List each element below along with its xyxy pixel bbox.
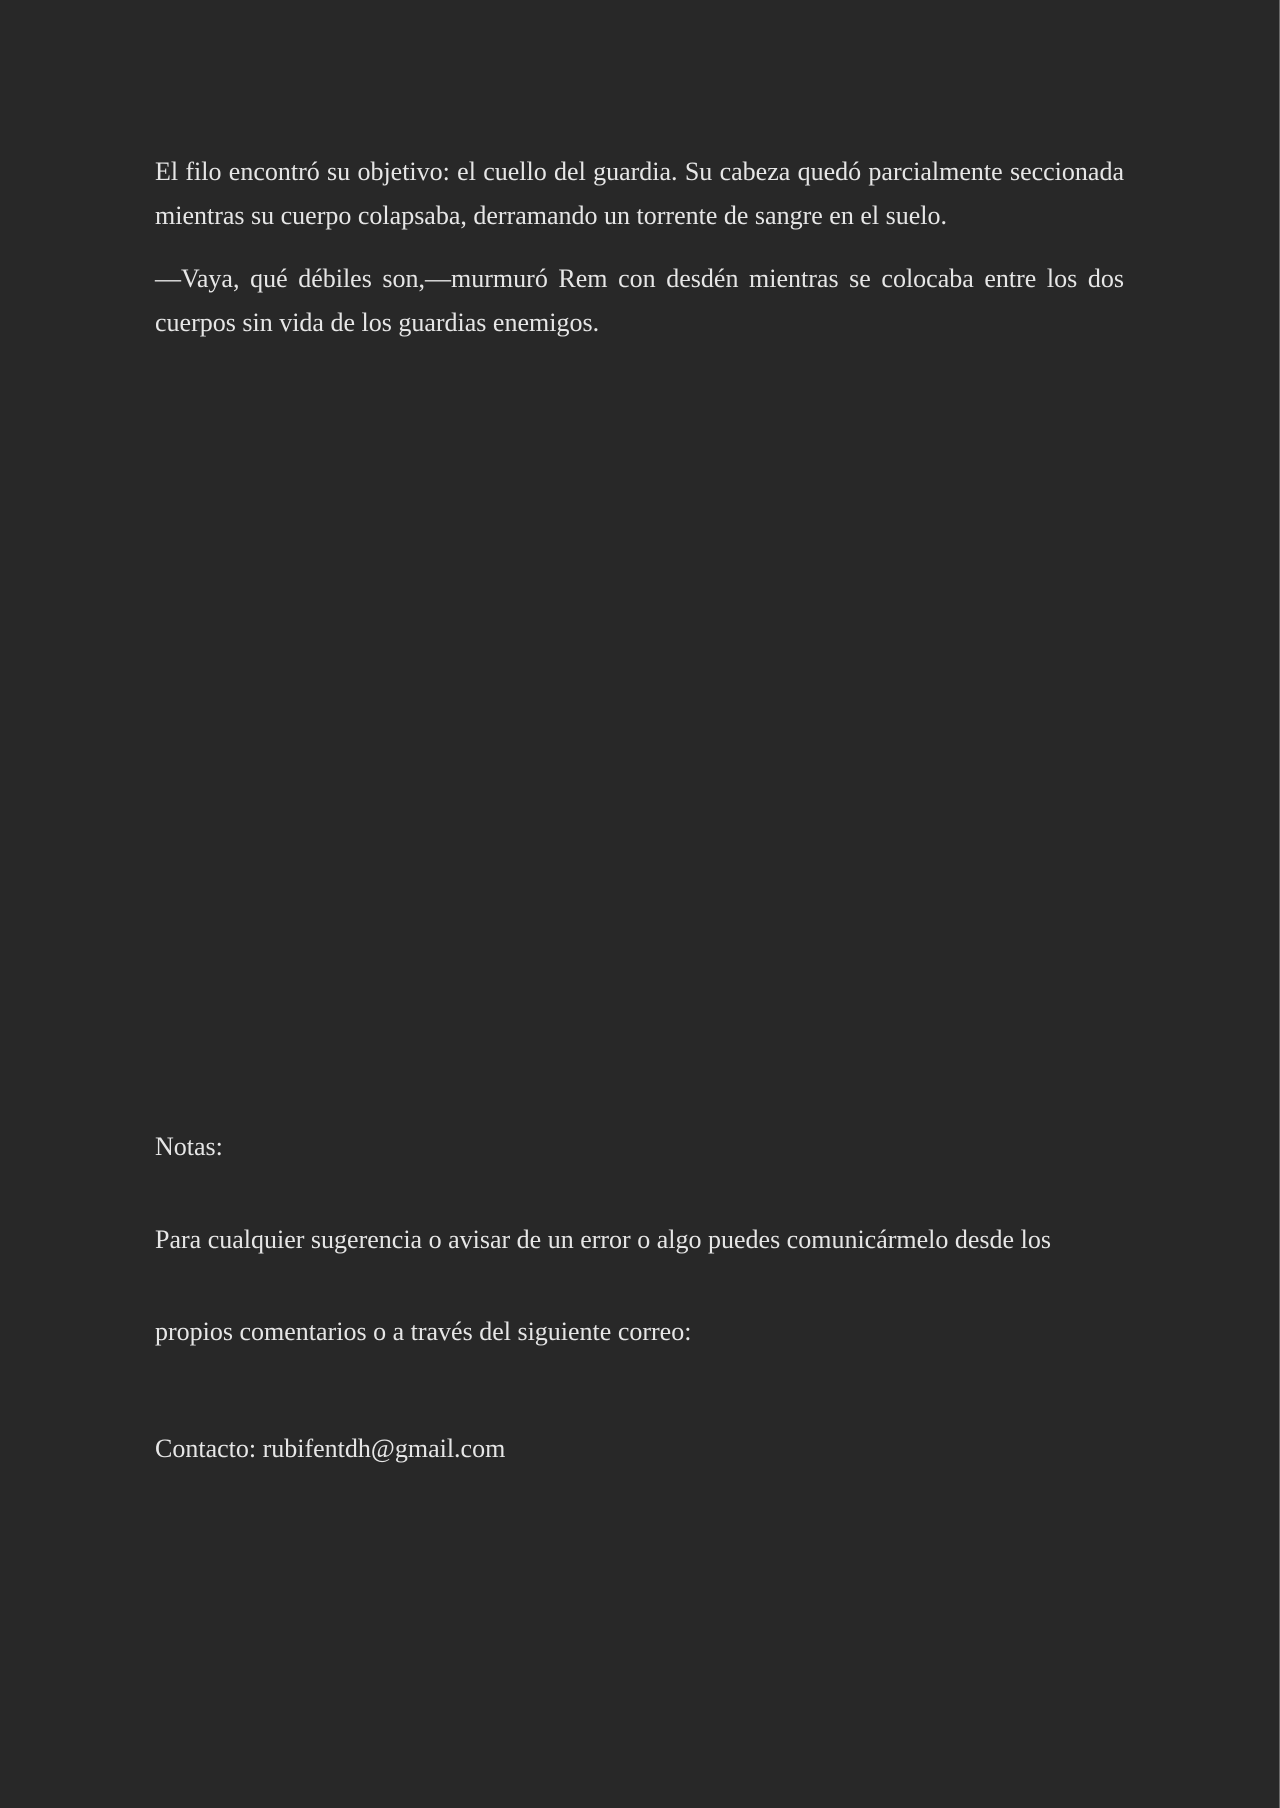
- notes-title: Notas:: [155, 1132, 223, 1161]
- contact-label: Contacto:: [155, 1434, 263, 1463]
- chapter-content: [155, 150, 1124, 364]
- notes-text-line: propios comentarios o a través del siguiente correo:: [155, 1317, 692, 1346]
- notes-text-line: Para cualquier sugerencia o avisar de un error o algo puedes comunicármelo desde los: [155, 1225, 1051, 1254]
- contact-line: [155, 1427, 505, 1471]
- contact-email[interactable]: rubifentdh@gmail.com: [262, 1434, 506, 1463]
- chapter-paragraph: —Vaya, qué débiles son,—murmuró Rem con desdén mientras se colocaba entre los dos cuerpos sin vida de los guardias enemigos.: [155, 264, 1124, 337]
- author-notes: [155, 1125, 1124, 1463]
- chapter-paragraph: El filo encontró su objetivo: el cuello del guardia. Su cabeza quedó parcialmente seccionada mientras su cuerpo colapsaba, derramando un torrente de sangre en el suelo.: [155, 157, 1124, 230]
